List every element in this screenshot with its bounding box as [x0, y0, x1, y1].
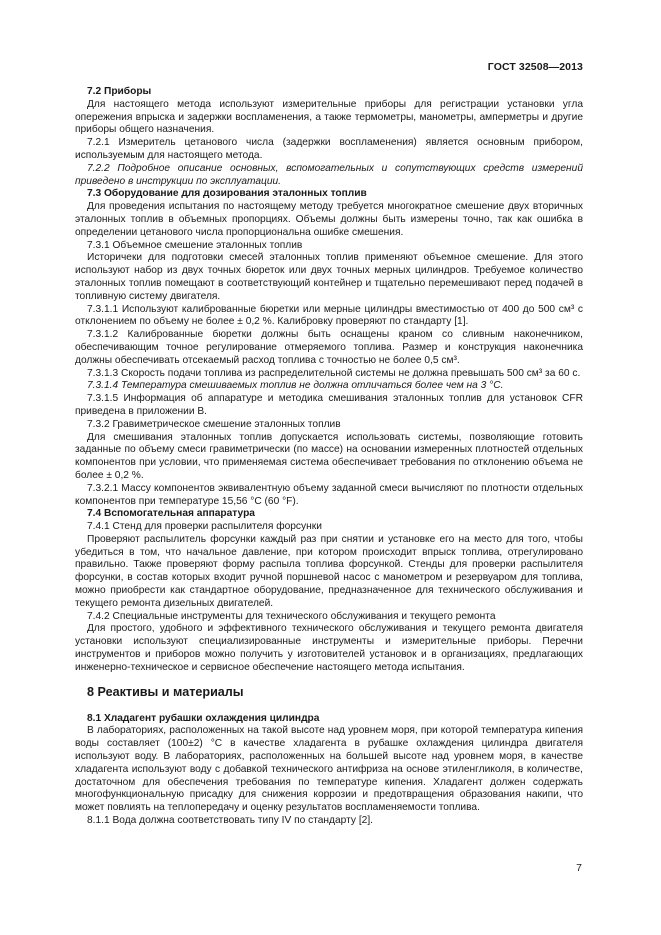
- heading-8-1: 8.1 Хладагент рубашки охлаждения цилиндра: [87, 712, 320, 724]
- heading-7-4: 7.4 Вспомогательная аппаратура: [87, 508, 255, 520]
- paragraph: Историчеки для подготовки смесей эталонных топлив применяют объемное смешение. Для этого используют набор из двух точных бюреток или двух точных мерных цилиндров. Требуемое количество эталонных топлив помещают в соответствующий контейнер и тщательно перемешивают перед подачей в топливную систему двигателя.: [75, 252, 583, 302]
- paragraph: 7.4.2 Специальные инструменты для технического обслуживания и текущего ремонта: [87, 610, 496, 622]
- paragraph: 7.3.2.1 Массу компонентов эквивалентную объему заданной смеси вычисляют по плотности отдельных компонентов при температуре 15,56 °С (60 °F).: [75, 482, 583, 507]
- paragraph: 7.3.2 Гравиметрическое смешение эталонных топлив: [87, 418, 341, 430]
- paragraph: Для смешивания эталонных топлив допускается использовать системы, позволяющие готовить заданные по объему смеси гравиметрически (по массе) на основании измеренных плотностей отдельных компонентов при условии, что применяемая система обеспечивает требования по отклонению объема не более ± 0,2 %.: [75, 431, 583, 481]
- paragraph: 7.3.1.2 Калиброванные бюретки должны быть оснащены краном со сливным наконечником, обеспечивающим точное регулирование отмеряемого топлива. Размер и конструкция наконечника должны обеспечивать отсекаемый расход топлива с точностью не более 0,5 см³.: [75, 329, 583, 366]
- page-header-standard: ГОСТ 32508—2013: [487, 61, 583, 73]
- paragraph: 7.3.1.5 Информация об аппаратуре и методика смешивания эталонных топлив для установок CFR приведена в приложении В.: [75, 393, 583, 417]
- section-heading-8: 8 Реактивы и материалы: [87, 684, 244, 699]
- paragraph: 7.4.1 Стенд для проверки распылителя форсунки: [87, 521, 322, 533]
- document-body: [75, 86, 583, 828]
- paragraph: 7.2.1 Измеритель цетанового числа (задержки воспламенения) является основным прибором, используемым для настоящего метода.: [75, 137, 583, 161]
- paragraph: 7.3.1.1 Используют калиброванные бюретки или мерные цилиндры вместимостью от 400 до 500 см³ с отклонением по объему не более ± 0,2 %. Калибровку проверяют по стандарту [1].: [75, 303, 583, 328]
- paragraph: 8.1.1 Вода должна соответствовать типу IV по стандарту [2].: [87, 815, 373, 827]
- paragraph-italic: 7.2.2 Подробное описание основных, вспомогательных и сопутствующих средств измерений приведено в инструкции по эксплуатации.: [75, 162, 583, 187]
- paragraph: В лабораториях, расположенных на такой высоте над уровнем моря, при которой температура кипения воды составляет (100±2) °С в качестве хладагента в рубашке охлаждения цилиндра двигателя используют воду. В лабораториях, расположенных на большей высоте над уровнем моря, в качестве хладагента используют воду с добавкой технического антифриза на основе этиленгликоля, в количестве, достаточном для обеспечения требования по температуре кипения. Хладагент должен содержать многофункциональную присадку для снижения коррозии и предотвращения образования накипи, что может повлиять на теплопередачу и оценку результатов воспламеняемости топлива.: [75, 725, 583, 814]
- paragraph-italic: 7.3.1.4 Температура смешиваемых топлив не должна отличаться более чем на 3 °С.: [87, 380, 504, 392]
- paragraph: Проверяют распылитель форсунки каждый раз при снятии и установке его на место для того, чтобы убедиться в том, что начальное давление, при котором происходит впрыск топлива, отрегулировано правильно. Также проверяют форму распыла топлива форсункой. Стенды для проверки распылителя форсунки, в состав которых входит ручной поршневой насос с манометром и резервуаром для топлива, можно приобрести как стандартное оборудование, предназначенное для технического обслуживания и текущего ремонта дизельных двигателей.: [75, 533, 583, 609]
- paragraph: Для проведения испытания по настоящему методу требуется многократное смешение двух вторичных эталонных топлив в объемных пропорциях. Объемы должны быть измерены точно, так как ошибка в определении цетанового числа пропорциональна ошибке смешения.: [75, 201, 583, 238]
- paragraph: Для настоящего метода используют измерительные приборы для регистрации установки угла опережения впрыска и задержки воспламенения, а также термометры, манометры, амперметры и другие приборы общего назначения.: [75, 98, 583, 136]
- paragraph: 7.3.1.3 Скорость подачи топлива из распределительной системы не должна превышать 500 см³ за 60 с.: [87, 367, 581, 379]
- page-number: 7: [576, 862, 582, 874]
- heading-7-3: 7.3 Оборудование для дозирования эталонных топлив: [87, 188, 367, 200]
- paragraph: 7.3.1 Объемное смешение эталонных топлив: [87, 239, 303, 251]
- paragraph: Для простого, удобного и эффективного технического обслуживания и текущего ремонта двигателя установки используют специализированные инструменты и измерительные приборы. Перечни инструментов и приборов можно получить у изготовителей установок и в организациях, предлагающих инженерно-техническое и сервисное обеспечение настоящего метода испытания.: [75, 623, 583, 673]
- heading-7-2: 7.2 Приборы: [87, 86, 152, 97]
